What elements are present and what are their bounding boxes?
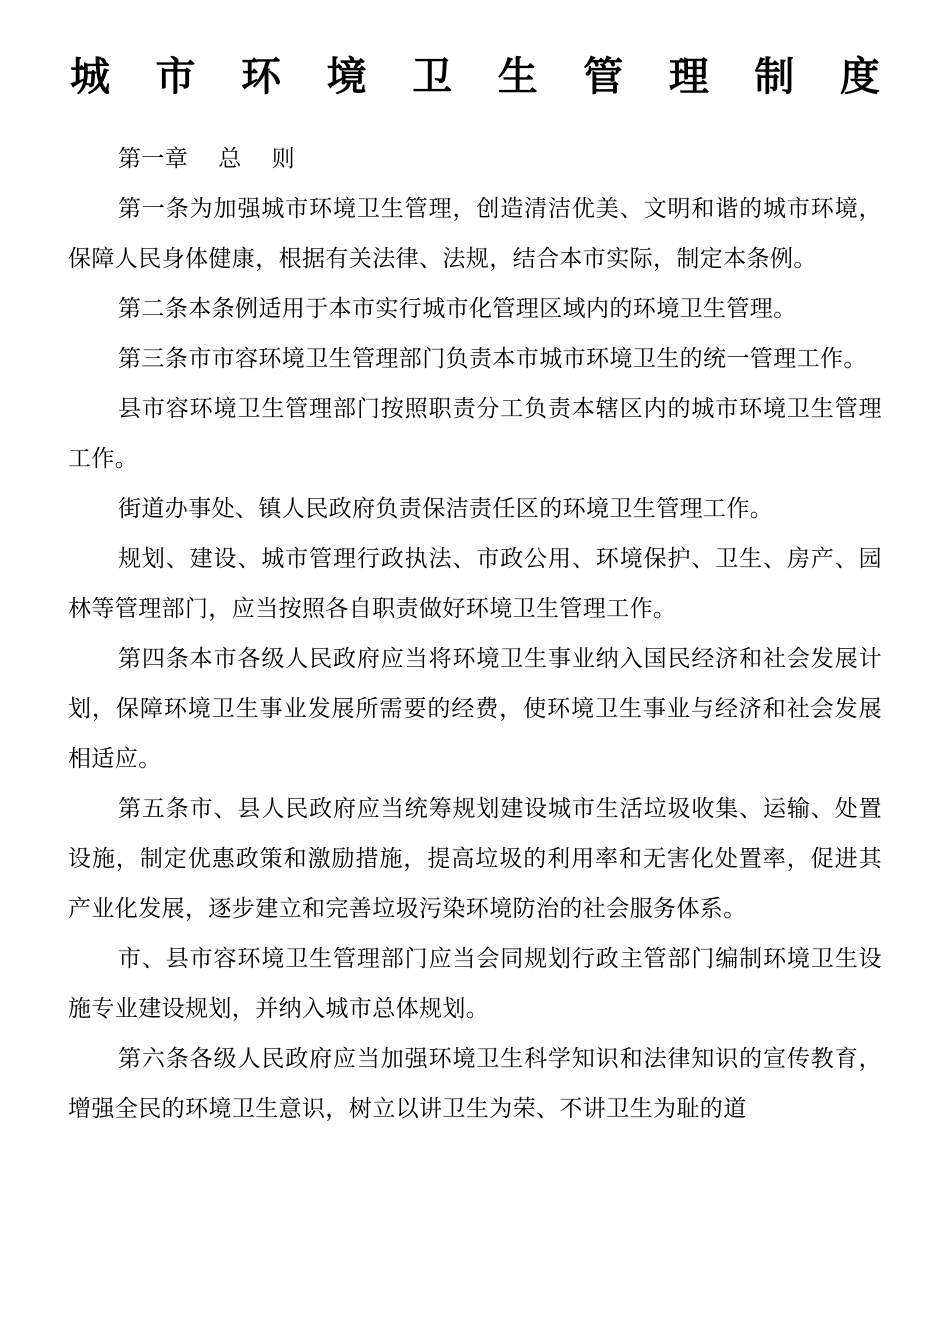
- title-char: 理: [668, 54, 709, 100]
- article-5-planning-paragraph: 市、县市容环境卫生管理部门应当会同规划行政主管部门编制环境卫生设施专业建设规划，并纳入城市总体规划。: [68, 946, 882, 1022]
- title-char: 市: [155, 54, 196, 100]
- article-4-paragraph: 第四条本市各级人民政府应当将环境卫生事业纳入国民经济和社会发展计划，保障环境卫生事业发展所需要的经费，使环境卫生事业与经济和社会发展相适应。: [68, 646, 882, 772]
- document-page: [68, 0, 882, 1134]
- article-2-paragraph: 第二条本条例适用于本市实行城市化管理区域内的环境卫生管理。: [118, 296, 797, 322]
- article-5-paragraph: 第五条市、县人民政府应当统筹规划建设城市生活垃圾收集、运输、处置设施，制定优惠政策和激励措施，提高垃圾的利用率和无害化处置率，促进其产业化发展，逐步建立和完善垃圾污染环境防治的社会服务体系。: [68, 796, 882, 922]
- document-title: [68, 0, 882, 112]
- title-char: 制: [754, 54, 795, 100]
- article-1-paragraph: 第一条为加强城市环境卫生管理，创造清洁优美、文明和谐的城市环境，保障人民身体健康，根据有关法律、法规，结合本市实际，制定本条例。: [68, 196, 882, 272]
- chapter-name-char: 则: [271, 146, 296, 172]
- article-6-paragraph: 第六条各级人民政府应当加强环境卫生科学知识和法律知识的宣传教育，增强全民的环境卫生意识，树立以讲卫生为荣、不讲卫生为耻的道: [68, 1046, 882, 1122]
- title-char: 环: [241, 54, 282, 100]
- chapter-name-char: 总: [218, 146, 242, 172]
- title-char: 卫: [412, 54, 453, 100]
- chapter-heading: [68, 134, 882, 184]
- title-char: 度: [839, 54, 880, 100]
- article-3-departments-paragraph: 规划、建设、城市管理行政执法、市政公用、环境保护、卫生、房产、园林等管理部门，应当按照各自职责做好环境卫生管理工作。: [68, 546, 882, 622]
- title-char: 管: [583, 54, 624, 100]
- title-char: 境: [326, 54, 367, 100]
- document-body: [68, 134, 882, 1134]
- article-3-paragraph: 第三条市市容环境卫生管理部门负责本市城市环境卫生的统一管理工作。: [118, 346, 867, 372]
- chapter-number: 第一章: [118, 146, 189, 172]
- title-char: 城: [70, 54, 110, 100]
- article-3-street-paragraph: 街道办事处、镇人民政府负责保洁责任区的环境卫生管理工作。: [118, 496, 774, 522]
- title-char: 生: [497, 54, 538, 100]
- article-3-county-paragraph: 县市容环境卫生管理部门按照职责分工负责本辖区内的城市环境卫生管理工作。: [68, 396, 882, 472]
